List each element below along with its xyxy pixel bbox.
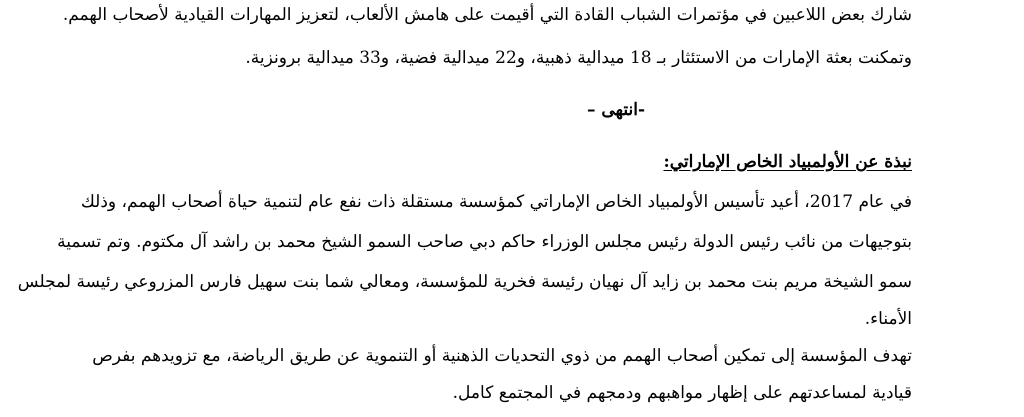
document-page: [17, 0, 912, 417]
section-heading-row: [190, 151, 912, 173]
paragraph-2-line-1: في عام 2017، أعيد تأسيس الأولمبياد الخاص الإماراتي كمؤسسة مستقلة ذات نفع عام لتنمية حياة أصحاب الهمم، وذلك: [80, 192, 912, 212]
paragraph-3-line-1: تهدف المؤسسة إلى تمكين أصحاب الهمم من ذوي التحديات الذهنية أو التنموية عن طريق الرياضة، مع تزويدهم بفرص: [92, 346, 912, 366]
section-heading: نبذة عن الأولمبياد الخاص الإماراتي:: [663, 152, 912, 172]
end-marker: -انتهى –: [586, 100, 646, 120]
paragraph-2-line-3: سمو الشيخة مريم بنت محمد بن زايد آل نهيان رئيسة فخرية للمؤسسة، ومعالي شما بنت سهيل فارس المزروعي رئيسة لمجلس: [17, 272, 912, 292]
paragraph-3-line-2: قيادية لمساعدتهم على إظهار مواهبهم ودمجهم في المجتمع كامل.: [452, 383, 912, 403]
paragraph-1-line-1: شارك بعض اللاعبين في مؤتمرات الشباب القادة التي أقيمت على هامش الألعاب، لتعزيز المهارات القيادية لأصحاب الهمم.: [62, 5, 912, 25]
paragraph-2-line-4: الأمناء.: [864, 309, 912, 329]
paragraph-2-line-2: بتوجيهات من نائب رئيس الدولة رئيس مجلس الوزراء حاكم دبي صاحب السمو الشيخ محمد بن راشد آل مكتوم. وتم تسمية: [57, 232, 912, 252]
paragraph-1-line-2: وتمكنت بعثة الإمارات من الاستئثار بـ 18 ميدالية ذهبية، و22 ميدالية فضية، و33 ميدالية برونزية.: [245, 48, 912, 68]
